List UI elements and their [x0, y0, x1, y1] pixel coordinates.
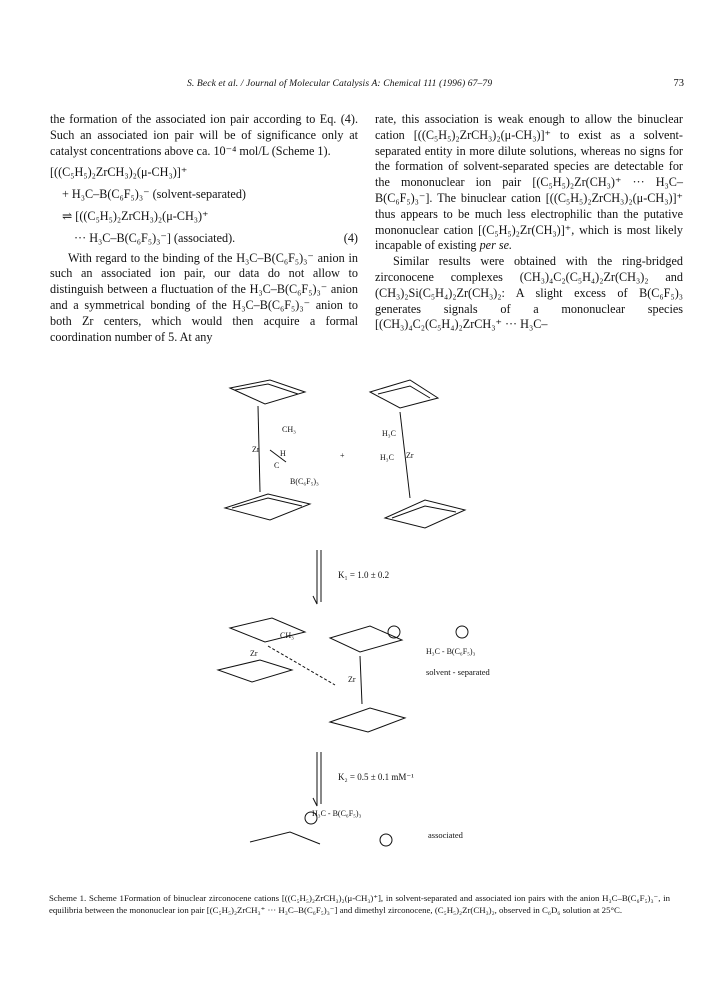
page-number: 73	[673, 78, 684, 89]
c-label: C	[274, 461, 280, 470]
anion-label: H₃C - B(C₆F₅)₃	[426, 647, 476, 656]
anion-label: H₃C - B(C₆F₅)₃	[312, 809, 362, 818]
charge-circle	[456, 626, 468, 638]
zr-label: Zr	[406, 451, 414, 460]
associated-label: associated	[428, 830, 463, 840]
equation-number: (4)	[343, 230, 358, 245]
zr-label: Zr	[250, 649, 258, 658]
k1-label: K₁ = 1.0 ± 0.2	[338, 570, 390, 580]
h3c-label: H₃C	[382, 429, 396, 438]
paragraph: Similar results were obtained with the ring-bridged zirconocene complexes (CH₃)₄C₂(C₅H₄)₂Zr(CH₃)₂ and (CH₃)₂Si(C₅H₄)₂Zr(CH₃)₂: A slight excess of B(C₆F₅)₃ generates signals of a mononuclear species [(CH₃)₄C₂(C₅H₄)₂ZrCH₃⁺ ··· H₃C–	[375, 254, 683, 332]
cp-ring	[385, 500, 465, 528]
zr-label: Zr	[252, 445, 260, 454]
charge-circle	[380, 834, 392, 846]
paragraph: With regard to the binding of the H₃C–B(C₆F₅)₃⁻ anion in such an associated ion pair, our data do not allow to distinguish between a fluctuation of the H₃C–B(C₆F₅)₃⁻ anion and a symmetrical bonding of the H₃C–B(C₆F₅)₃⁻ anion to both Zr centers, which would then acquire a formal coordination number of 5. At any	[50, 250, 358, 344]
arrow-head	[313, 798, 317, 806]
paragraph	[375, 112, 683, 254]
h3c-label: H₃C	[380, 453, 394, 462]
paragraph: the formation of the associated ion pair according to Eq. (4). Such an associated ion pair will be of significance only at catalyst concentrations above ca. 10⁻⁴ mol/L (Scheme 1).	[50, 112, 358, 158]
equation-text: ··· H₃C–B(C₆F₅)₃⁻] (associated).	[74, 230, 236, 245]
equation-4	[50, 165, 358, 246]
cp-ring-inner	[392, 506, 456, 518]
left-column	[50, 112, 358, 345]
anion-label: B(C₆F₅)₃	[290, 477, 319, 486]
scheme-drawing	[210, 370, 510, 850]
ch3-label: CH₃	[282, 425, 296, 434]
arrow-head	[313, 596, 317, 604]
plus-sign: +	[340, 451, 345, 460]
zr-label: Zr	[348, 675, 356, 684]
right-column	[375, 112, 683, 333]
figure-caption: Scheme 1. Scheme 1Formation of binuclear zirconocene cations [((C₅H₅)₂ZrCH₃)₂(μ-CH₃)⁺], in solvent-separated and associated ion pairs with the anion H₃C–B(C₆F₅)₃⁻, in equilibria between the mononuclear ion pair [(C₅H₅)₂ZrCH₃⁺ ··· H₃C–B(C₆F₅)₃⁻] and dimethyl zirconocene, (C₅H₅)₂Zr(CH₃)₂, observed in C₆D₆ solution at 25°C.	[49, 892, 670, 915]
equation-line	[50, 231, 358, 247]
h-label: H	[280, 449, 286, 458]
equation-line: ⇌ [((C₅H₅)₂ZrCH₃)₂(μ-CH₃)⁺	[62, 208, 209, 223]
paragraph-text: rate, this association is weak enough to allow the binuclear cation [((C₅H₅)₂ZrCH₃)₂(μ-CH₃)]⁺ to exist as a solvent-separated entity in more dilute solutions, whereas no signs for the formation of solvent-separated species are detectable for the mononuclear ion pair [(C₅H₅)₂Zr(CH₃)⁺ ··· H₃C–B(C₆F₅)₃⁻]. The binuclear cation [((C₅H₅)₂ZrCH₃)₂(μ-CH₃)]⁺ thus appears to be much less electrophilic than the putative mononuclear cation [(C₅H₅)₂Zr(CH₃)]⁺, which is most likely incapable of existing	[375, 112, 683, 253]
equation-line: + H₃C–B(C₆F₅)₃⁻ (solvent-separated)	[62, 187, 246, 202]
running-header	[0, 78, 720, 94]
cp-ring	[330, 626, 402, 652]
equation-line: [((C₅H₅)₂ZrCH₃)₂(μ-CH₃)]⁺	[50, 165, 188, 180]
emphasis: per se.	[479, 238, 513, 253]
cp-ring	[370, 380, 438, 408]
cp-ring	[218, 660, 292, 682]
cp-ring	[330, 708, 405, 732]
solvent-separated-label: solvent - separated	[426, 667, 490, 677]
ch3-label: CH₃	[280, 631, 294, 640]
running-head: S. Beck et al. / Journal of Molecular Catalysis A: Chemical 111 (1996) 67–79	[187, 78, 493, 89]
bond	[360, 656, 362, 704]
k2-label: K₂ = 0.5 ± 0.1 mM⁻¹	[338, 772, 414, 782]
cp-ring	[250, 832, 320, 844]
scheme-1	[210, 370, 510, 850]
